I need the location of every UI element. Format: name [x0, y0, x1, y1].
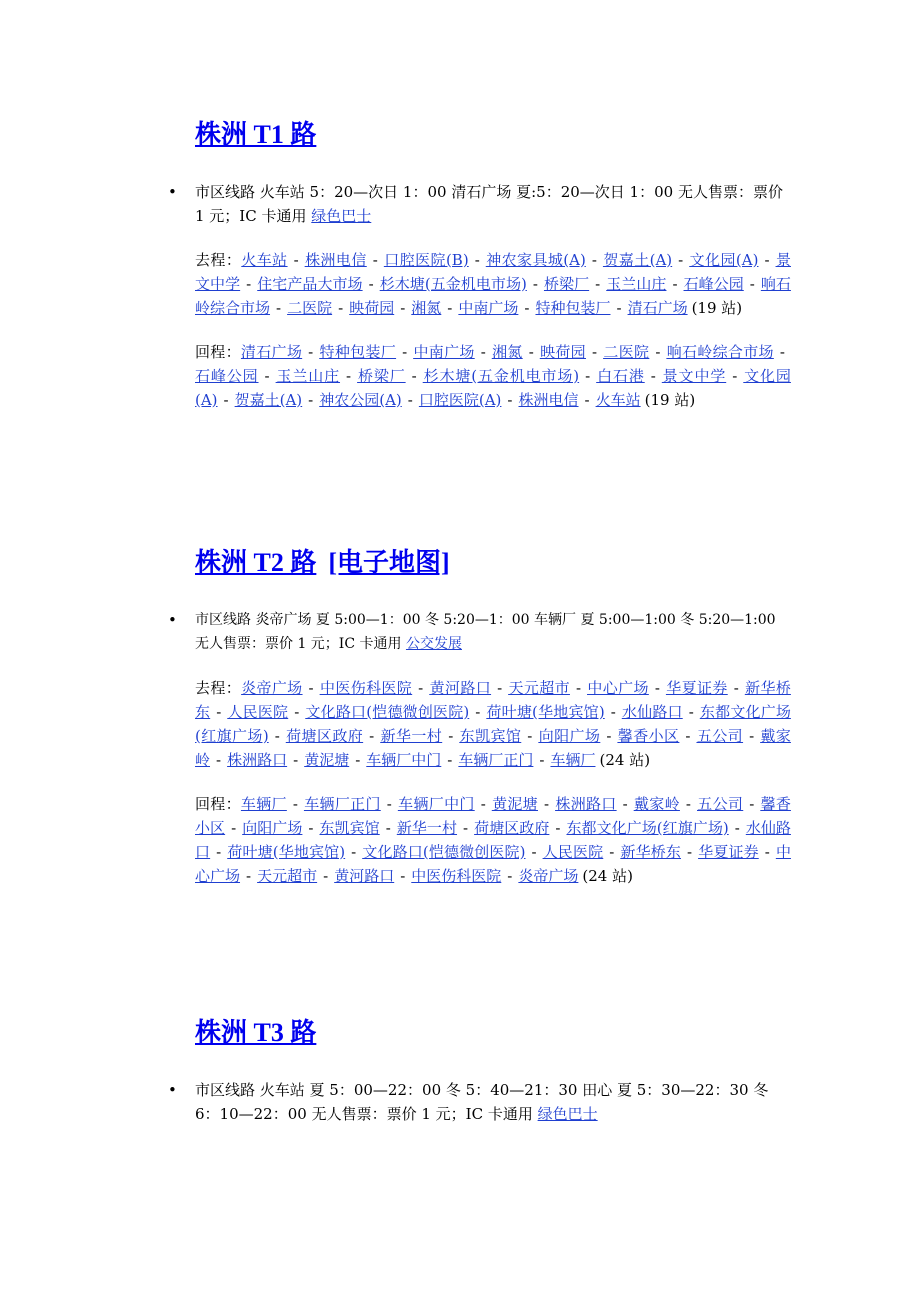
stop-link[interactable]: 荷叶塘(华地宾馆): [486, 703, 605, 721]
stop-separator: -: [385, 819, 391, 837]
stop-separator: -: [355, 751, 361, 769]
stop-link[interactable]: 二医院: [287, 299, 333, 317]
stop-separator: -: [779, 343, 785, 361]
stop-separator: -: [650, 367, 656, 385]
stop-link[interactable]: 天元超市: [257, 867, 318, 885]
stop-separator: -: [216, 843, 222, 861]
stop-link[interactable]: 景文中学: [195, 251, 791, 293]
stop-link[interactable]: 清石广场: [627, 299, 688, 317]
stop-separator: -: [246, 275, 252, 293]
stop-link[interactable]: 东凯宾馆: [319, 819, 380, 837]
inbound-stops: [195, 340, 791, 412]
stop-separator: -: [293, 251, 299, 269]
route-section-t2: [0, 540, 920, 888]
stop-link[interactable]: 特种包装厂: [535, 299, 611, 317]
stop-separator: -: [216, 703, 222, 721]
stop-link[interactable]: 响石岭综合市场: [666, 343, 774, 361]
stop-separator: -: [351, 843, 357, 861]
stop-separator: -: [507, 391, 513, 409]
stop-link[interactable]: 株洲路口: [555, 795, 617, 813]
stop-separator: -: [592, 343, 598, 361]
route-info: [168, 180, 791, 228]
stop-link[interactable]: 中南广场: [413, 343, 475, 361]
stop-separator: -: [764, 843, 770, 861]
stop-link[interactable]: 湘氮: [491, 343, 523, 361]
stop-separator: -: [688, 703, 694, 721]
stop-link[interactable]: 神农公园(A): [319, 391, 402, 409]
stop-separator: -: [497, 679, 503, 697]
stop-separator: -: [400, 299, 406, 317]
stop-separator: -: [264, 367, 270, 385]
stop-link[interactable]: 株洲电信: [304, 251, 367, 269]
stop-link[interactable]: 戴家岭: [633, 795, 680, 813]
stop-separator: -: [531, 843, 537, 861]
outbound-stops: [195, 676, 791, 772]
stop-link[interactable]: 中医伤科医院: [411, 867, 502, 885]
stop-link[interactable]: 五公司: [696, 727, 744, 745]
stop-separator: -: [524, 299, 530, 317]
stop-separator: -: [407, 391, 413, 409]
stop-list: [195, 343, 791, 409]
stop-separator: -: [591, 251, 597, 269]
stop-count: (19 站): [644, 391, 696, 409]
stop-separator: -: [606, 727, 612, 745]
stop-link[interactable]: 口腔医院(B): [383, 251, 469, 269]
stop-link[interactable]: 车辆厂正门: [458, 751, 534, 769]
stop-separator: -: [418, 679, 424, 697]
stop-link[interactable]: 响石岭综合市场: [195, 275, 791, 317]
stop-link[interactable]: 石峰公园: [683, 275, 744, 293]
stop-separator: -: [480, 343, 486, 361]
stop-link[interactable]: 口腔医院(A): [418, 391, 502, 409]
stop-link[interactable]: 桥梁厂: [543, 275, 590, 293]
stop-link[interactable]: 中心广场: [587, 679, 649, 697]
stop-separator: -: [223, 391, 229, 409]
stop-separator: -: [400, 867, 406, 885]
route-info-text: 市区线路 炎帝广场 夏 5:00—1：00 冬 5:20—1：00 车辆厂 夏 5:00—1:00 冬 5:20—1:00 无人售票：票价 1 元；IC 卡通用: [195, 612, 776, 652]
stop-separator: -: [539, 751, 545, 769]
stop-link[interactable]: 中南广场: [458, 299, 519, 317]
route-section-t1: [0, 112, 920, 412]
stop-link[interactable]: 玉兰山庄: [275, 367, 341, 385]
stop-link[interactable]: 东都文化广场(红旗广场): [566, 819, 729, 837]
stop-separator: -: [308, 679, 314, 697]
stop-separator: -: [654, 679, 660, 697]
stop-separator: -: [555, 819, 561, 837]
route-info: [168, 608, 791, 656]
stop-link[interactable]: 水仙路口: [195, 819, 791, 861]
stop-separator: -: [585, 367, 591, 385]
stop-separator: -: [685, 795, 691, 813]
route-info-text: 市区线路 火车站 夏 5：00—22：00 冬 5：40—21：30 田心 夏 5：30—22：30 冬 6：10—22：00 无人售票：票价 1 元；IC 卡通用: [195, 1081, 769, 1123]
stop-link[interactable]: 炎帝广场: [241, 679, 303, 697]
stop-link[interactable]: 文化园(A): [195, 367, 791, 409]
route-heading: [195, 112, 920, 158]
stop-link[interactable]: 新华桥东: [195, 679, 791, 721]
stop-separator: -: [448, 727, 454, 745]
stop-separator: -: [294, 703, 300, 721]
stop-separator: -: [575, 679, 582, 697]
stop-separator: -: [474, 251, 480, 269]
stop-separator: -: [475, 703, 481, 721]
stop-link[interactable]: 戴家岭: [195, 727, 791, 769]
stop-link[interactable]: 人民医院: [542, 843, 604, 861]
route-info-text: 市区线路 火车站 5：20—次日 1：00 清石广场 夏:5：20—次日 1：00 无人售票：票价 1 元；IC 卡通用: [195, 183, 783, 225]
stop-separator: -: [732, 367, 738, 385]
stop-link[interactable]: 贺嘉土(A): [602, 251, 673, 269]
route-title-link[interactable]: 株洲 T2 路: [195, 548, 317, 577]
stop-separator: -: [323, 867, 329, 885]
stop-separator: -: [276, 299, 282, 317]
stop-separator: -: [609, 843, 615, 861]
bullet-dot-icon: •: [168, 1081, 177, 1099]
stop-separator: -: [216, 751, 222, 769]
stop-link[interactable]: 天元超市: [508, 679, 570, 697]
stop-separator: -: [246, 867, 252, 885]
stop-separator: -: [622, 795, 628, 813]
stop-link[interactable]: 黄泥塘: [304, 751, 350, 769]
stop-separator: -: [480, 795, 486, 813]
stop-separator: -: [584, 391, 590, 409]
stop-link[interactable]: 荷塘区政府: [285, 727, 364, 745]
stop-link[interactable]: 神农家具城(A): [485, 251, 586, 269]
stop-link[interactable]: 白石港: [596, 367, 645, 385]
stop-separator: -: [678, 251, 684, 269]
stop-link[interactable]: 荷塘区政府: [474, 819, 550, 837]
operator-link[interactable]: 绿色巴士: [311, 207, 372, 225]
stop-link[interactable]: 文化园(A): [689, 251, 759, 269]
operator-link[interactable]: 绿色巴士: [537, 1105, 598, 1123]
outbound-stops: [195, 248, 791, 320]
stop-link[interactable]: 车辆厂中门: [366, 751, 442, 769]
stop-link[interactable]: 炎帝广场: [518, 867, 579, 885]
stop-separator: -: [610, 703, 616, 721]
stop-separator: -: [685, 727, 691, 745]
stop-separator: -: [447, 751, 453, 769]
stop-link[interactable]: 华夏证券: [665, 679, 728, 697]
stop-link[interactable]: 东凯宾馆: [459, 727, 522, 745]
stop-count: (24 站): [599, 751, 651, 769]
stop-separator: -: [616, 299, 622, 317]
stop-link[interactable]: 贺嘉土(A): [234, 391, 303, 409]
stop-separator: -: [346, 367, 352, 385]
stop-link[interactable]: 中心广场: [195, 843, 791, 885]
stop-separator: -: [655, 343, 661, 361]
stop-link[interactable]: 车辆厂正门: [303, 795, 381, 813]
stop-link[interactable]: 文化路口(恺德微创医院): [362, 843, 526, 861]
stop-separator: -: [532, 275, 538, 293]
stop-link[interactable]: 文化路口(恺德微创医院): [305, 703, 470, 721]
stop-link[interactable]: 湘氮: [411, 299, 442, 317]
stop-count: (19 站): [691, 299, 743, 317]
route-title-link[interactable]: 株洲 T1 路: [195, 120, 317, 149]
stop-separator: -: [386, 795, 392, 813]
stop-link[interactable]: 荷叶塘(华地宾馆): [227, 843, 346, 861]
stop-separator: -: [672, 275, 678, 293]
stop-separator: -: [447, 299, 453, 317]
stop-separator: -: [292, 795, 298, 813]
stop-link[interactable]: 黄泥塘: [491, 795, 538, 813]
inbound-label: 回程：: [195, 343, 241, 361]
stop-separator: -: [369, 727, 375, 745]
stop-link[interactable]: 玉兰山庄: [606, 275, 667, 293]
stop-link[interactable]: 向阳广场: [538, 727, 601, 745]
route-heading: [195, 540, 920, 586]
stop-link[interactable]: 杉木塘(五金机电市场): [379, 275, 527, 293]
bullet-dot-icon: •: [168, 611, 177, 629]
stop-link[interactable]: 火车站: [241, 251, 288, 269]
stop-link[interactable]: 车辆厂: [550, 751, 596, 769]
stop-link[interactable]: 东都文化广场(红旗广场): [195, 703, 791, 745]
stop-separator: -: [411, 367, 417, 385]
stop-separator: -: [733, 679, 739, 697]
stop-link[interactable]: 桥梁厂: [357, 367, 406, 385]
stop-link[interactable]: 车辆厂中门: [397, 795, 475, 813]
stop-separator: -: [274, 727, 280, 745]
stop-link[interactable]: 石峰公园: [195, 367, 259, 385]
bullet-dot-icon: •: [168, 183, 177, 201]
stop-link[interactable]: 向阳广场: [242, 819, 303, 837]
stop-link[interactable]: 新华一村: [396, 819, 458, 837]
stop-link[interactable]: 株洲路口: [227, 751, 288, 769]
stop-link[interactable]: 五公司: [697, 795, 744, 813]
route-title-link[interactable]: 株洲 T3 路: [195, 1018, 317, 1047]
stop-link[interactable]: 新华桥东: [620, 843, 681, 861]
stop-separator: -: [372, 251, 378, 269]
stop-link[interactable]: 住宅产品大市场: [257, 275, 363, 293]
stop-separator: -: [308, 343, 314, 361]
stop-separator: -: [734, 819, 740, 837]
stop-link[interactable]: 火车站: [595, 391, 641, 409]
stop-separator: -: [338, 299, 344, 317]
stop-separator: -: [528, 343, 534, 361]
stop-separator: -: [749, 795, 755, 813]
map-link[interactable]: [电子地图]: [328, 548, 450, 577]
stop-link[interactable]: 华夏证券: [698, 843, 759, 861]
stop-separator: -: [507, 867, 513, 885]
stop-link[interactable]: 黄河路口: [429, 679, 492, 697]
stop-separator: -: [402, 343, 408, 361]
stop-separator: -: [293, 751, 299, 769]
stop-link[interactable]: 中医伤科医院: [319, 679, 413, 697]
outbound-label: 去程：: [195, 679, 242, 697]
stop-separator: -: [463, 819, 469, 837]
stop-link[interactable]: 馨香小区: [195, 795, 791, 837]
stop-list: [195, 795, 791, 885]
stop-link[interactable]: 黄河路口: [334, 867, 395, 885]
stop-link[interactable]: 馨香小区: [617, 727, 680, 745]
stop-link[interactable]: 新华一村: [380, 727, 443, 745]
stop-list: [195, 679, 791, 769]
stop-separator: -: [544, 795, 550, 813]
stop-link[interactable]: 杉木塘(五金机电市场): [422, 367, 580, 385]
stop-separator: -: [764, 251, 770, 269]
stop-separator: -: [595, 275, 601, 293]
stop-link[interactable]: 映荷园: [349, 299, 395, 317]
stop-link[interactable]: 景文中学: [661, 367, 727, 385]
route-info: [168, 1078, 791, 1126]
route-section-t3: [0, 1010, 920, 1126]
stop-link[interactable]: 水仙路口: [621, 703, 683, 721]
stop-count: (24 站): [582, 867, 633, 885]
outbound-label: 去程：: [195, 251, 242, 269]
stop-separator: -: [368, 275, 374, 293]
stop-separator: -: [749, 727, 755, 745]
stop-link[interactable]: 特种包装厂: [319, 343, 397, 361]
stop-link[interactable]: 人民医院: [227, 703, 289, 721]
stop-link[interactable]: 二医院: [603, 343, 650, 361]
stop-separator: -: [749, 275, 755, 293]
stop-link[interactable]: 株洲电信: [518, 391, 579, 409]
inbound-label: 回程：: [195, 795, 241, 813]
stop-separator: -: [687, 843, 693, 861]
stop-separator: -: [308, 819, 314, 837]
stop-separator: -: [527, 727, 533, 745]
inbound-stops: [195, 792, 791, 888]
stop-link[interactable]: 映荷园: [539, 343, 586, 361]
stop-link[interactable]: 车辆厂: [240, 795, 287, 813]
stop-separator: -: [231, 819, 237, 837]
stop-separator: -: [308, 391, 314, 409]
operator-link[interactable]: 公交发展: [405, 636, 462, 652]
stop-link[interactable]: 清石广场: [240, 343, 303, 361]
route-heading: [195, 1010, 920, 1056]
